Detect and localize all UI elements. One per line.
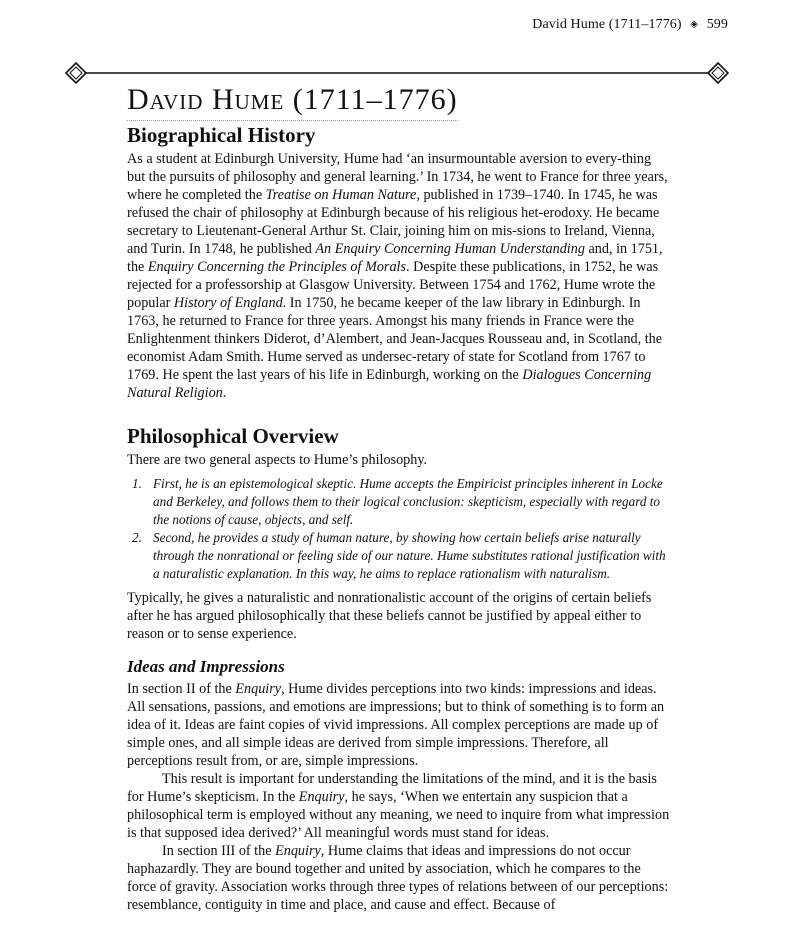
diamond-left-icon <box>66 63 86 83</box>
running-head-title: David Hume (1711–1776) <box>532 17 682 32</box>
ideas-paragraph-3: In section III of the Enquiry, Hume claims that ideas and impressions do not occur haphazardly. They are bound together and united by association, which he compares to the force of gravity. Association works through three types of relations between of our perceptions: resemblance, contiguity in time and place, and cause and effect. Because of <box>127 843 669 913</box>
diamond-right-icon <box>708 63 728 83</box>
chapter-title: David Hume (1711–1776) <box>127 80 458 121</box>
ideas-paragraph-2: This result is important for understanding the limitations of the mind, and it is the basis for Hume’s skepticism. In the Enquiry, he says, ‘When we entertain any suspicion that a philosophical term is employed without any meaning, we need to inquire from what impression is that supposed idea derived?’ All meaningful words must stand for ideas. <box>127 771 670 841</box>
diamond-ornament-icon: ◈ <box>690 19 699 30</box>
page-body <box>127 80 670 914</box>
philosophical-points-list <box>127 475 670 583</box>
list-item: 1. First, he is an epistemological skeptic. Hume accepts the Empiricist principles inherent in Locke and Berkeley, and follows them to their logical conclusion: skepticism, especially with regard to the notions of cause, objects, and self. <box>132 476 663 527</box>
philosophical-heading: Philosophical Overview <box>127 424 339 448</box>
ideas-paragraph-1: In section II of the Enquiry, Hume divides perceptions into two kinds: impressions and ideas. All sensations, passions, and emotions are impressions; but to think of something is to form an idea of it. Ideas are faint copies of vivid impressions. All complex perceptions are made up of simple ones, and all simple ideas are derived from simple impressions. Therefore, all perceptions result from, or are, simple impressions. <box>127 681 665 769</box>
ideas-heading: Ideas and Impressions <box>127 657 285 676</box>
biographical-paragraph: As a student at Edinburgh University, Hume had ‘an insurmountable aversion to every-thing but the pursuits of philosophy and general learning.’ In 1734, he went to France for three years, where he completed the Treatise on Human Nature, published in 1739–1740. In 1745, he was refused the chair of philosophy at Edinburgh because of his religious het-erodoxy. He became secretary to Lieutenant-General Arthur St. Clair, joining him on mis-sions to Ireland, Vienna, and Turin. In 1748, he published An Enquiry Concerning Human Understanding and, in 1751, the Enquiry Concerning the Principles of Morals. Despite these publications, in 1752, he was rejected for a professorship at Glasgow University. Between 1754 and 1762, Hume wrote the popular History of England. In 1750, he became keeper of the law library in Edinburgh. In 1763, he returned to France for three years. Amongst his many friends in France were the Enlightenment thinkers Diderot, d’Alembert, and Jean-Jacques Rousseau and, in Scotland, the economist Adam Smith. Hume served as undersec-retary of state for Scotland from 1767 to 1769. He spent the last years of his life in Edinburgh, working on the Dialogues Concerning Natural Religion. <box>127 151 668 401</box>
list-item: 2. Second, he provides a study of human nature, by showing how certain beliefs arise naturally through the nonrational or feeling side of our nature. Hume substitutes rational justification with a naturalistic explanation. In this way, he aims to replace rationalism with naturalism. <box>132 530 666 581</box>
biographical-heading: Biographical History <box>127 123 316 147</box>
philosophical-intro: There are two general aspects to Hume’s philosophy. <box>127 452 428 468</box>
page-number: 599 <box>706 17 728 32</box>
philosophical-closing: Typically, he gives a naturalistic and nonrationalistic account of the origins of certain beliefs after he has argued philosophically that these beliefs cannot be justified by appeal either to reason or to sense experience. <box>127 590 652 642</box>
running-head <box>532 17 728 33</box>
